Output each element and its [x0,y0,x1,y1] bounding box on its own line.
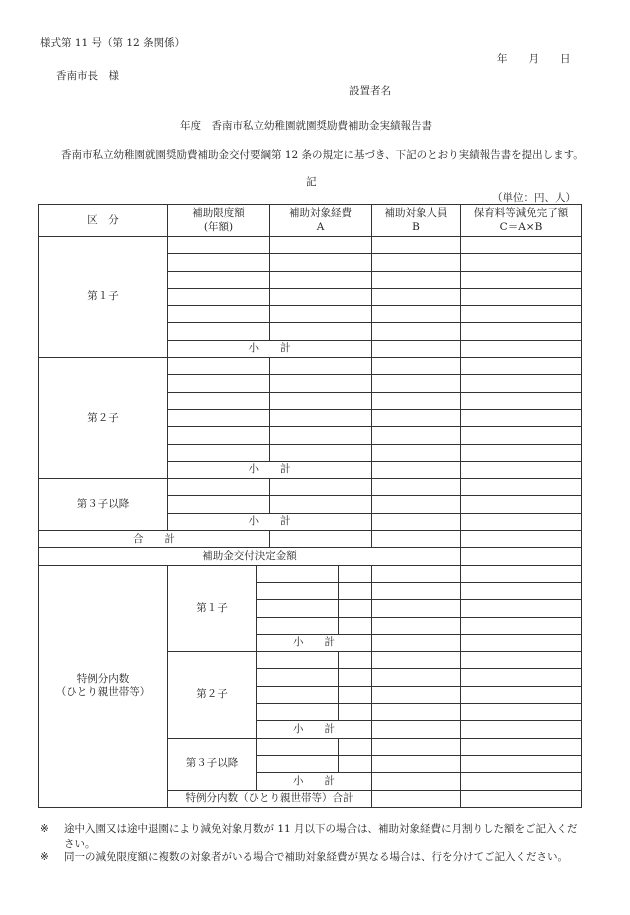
cell-reduction[interactable] [461,479,582,496]
ki-label: 記 [306,176,317,188]
cell-cost[interactable] [339,704,372,721]
addressee: 香南市長 様 [56,70,119,82]
note-text: 同一の減免限度額に複数の対象者がいる場合で補助対象経費が異なる場合は、行を分けてご記入ください。 [64,851,568,863]
table-row [39,479,582,496]
note-2 [40,850,588,865]
cell-limit[interactable] [168,392,270,409]
cell-people[interactable] [372,306,461,323]
cell-cost[interactable] [270,254,372,271]
cell-cost[interactable] [339,582,372,599]
cell-reduction[interactable] [461,323,582,340]
cell-people[interactable] [372,652,461,669]
total-label: 合 計 [39,531,270,548]
cell-limit[interactable] [257,738,339,755]
cell-reduction[interactable] [461,375,582,392]
cell-reduction[interactable] [461,600,582,617]
cell-cost[interactable] [270,306,372,323]
cell-people[interactable] [372,790,461,807]
header-reduction: 保育料等減免完了額 C＝A×B [461,205,582,237]
note-text: 途中入園又は途中退園により減免対象月数が 11 月以下の場合は、補助対象経費に月割りした額をご記入ください。 [64,823,578,850]
form-number: 様式第 11 号（第 12 条関係） [40,37,186,49]
cell-limit[interactable] [168,479,270,496]
cell-people[interactable] [372,738,461,755]
cell-people[interactable] [372,358,461,375]
cell-people[interactable] [372,340,461,357]
cell-cost[interactable] [270,392,372,409]
cell-reduction[interactable] [461,340,582,357]
cell-limit[interactable] [257,617,339,634]
cell-cost[interactable] [339,738,372,755]
cell-people[interactable] [372,271,461,288]
row-label-special: 特例分内数 （ひとり親世帯等） [39,565,168,807]
intro-paragraph: 香南市私立幼稚園就園奨励費補助金交付要綱第 12 条の規定に基づき、下記のとおり実績報告書を提出します。 [61,149,584,161]
header-cost: 補助対象経費 A [270,205,372,237]
cell-people[interactable] [372,392,461,409]
cell-people[interactable] [372,634,461,651]
cell-reduction[interactable] [461,444,582,461]
cell-limit[interactable] [257,669,339,686]
cell-people[interactable] [372,323,461,340]
decision-label: 補助金交付決定金額 [39,548,461,565]
cell-cost[interactable] [270,271,372,288]
cell-limit[interactable] [168,288,270,305]
cell-cost[interactable] [339,686,372,703]
cell-limit[interactable] [257,600,339,617]
cell-people[interactable] [372,409,461,426]
row-label-child2: 第２子 [39,358,168,479]
cell-people[interactable] [372,237,461,254]
total-row [39,531,582,548]
cell-people[interactable] [372,288,461,305]
cell-reduction[interactable] [461,790,582,807]
cell-limit[interactable] [257,652,339,669]
cell-reduction[interactable] [461,738,582,755]
cell-reduction[interactable] [461,254,582,271]
cell-limit[interactable] [257,686,339,703]
cell-cost[interactable] [270,427,372,444]
cell-reduction[interactable] [461,548,582,565]
header-limit: 補助限度額 (年額) [168,205,270,237]
cell-limit[interactable] [168,323,270,340]
header-kubun: 区 分 [39,205,168,237]
row-label-child3: 第３子以降 [39,479,168,531]
cell-cost[interactable] [270,531,372,548]
cell-cost[interactable] [339,617,372,634]
cell-reduction[interactable] [461,721,582,738]
cell-cost[interactable] [339,565,372,582]
cell-people[interactable] [372,254,461,271]
cell-reduction[interactable] [461,686,582,703]
cell-people[interactable] [372,513,461,530]
note-mark: ※ [40,851,49,863]
subtotal-label: 小 計 [257,634,372,651]
cell-people[interactable] [372,531,461,548]
cell-people[interactable] [372,375,461,392]
cell-people[interactable] [372,565,461,582]
cell-reduction[interactable] [461,392,582,409]
cell-cost[interactable] [270,375,372,392]
row-label-special-child3: 第３子以降 [168,738,257,790]
subtotal-label: 小 計 [168,461,372,478]
cell-limit[interactable] [168,271,270,288]
cell-cost[interactable] [339,652,372,669]
document-title: 年度 香南市私立幼稚園就園奨励費補助金実績報告書 [180,120,432,132]
date-line: 年 月 日 [497,53,571,65]
cell-reduction[interactable] [461,565,582,582]
cell-people[interactable] [372,669,461,686]
cell-people[interactable] [372,755,461,772]
cell-cost[interactable] [339,669,372,686]
special-total-label: 特例分内数（ひとり親世帯等）合計 [168,790,372,807]
cell-reduction[interactable] [461,237,582,254]
cell-limit[interactable] [168,358,270,375]
cell-reduction[interactable] [461,531,582,548]
cell-limit[interactable] [168,237,270,254]
cell-cost[interactable] [339,755,372,772]
cell-cost[interactable] [270,444,372,461]
cell-people[interactable] [372,600,461,617]
cell-people[interactable] [372,721,461,738]
decision-row [39,548,582,565]
row-label-special-child1: 第１子 [168,565,257,651]
cell-reduction[interactable] [461,755,582,772]
cell-cost[interactable] [270,496,372,513]
cell-cost[interactable] [270,358,372,375]
table-row [39,237,582,254]
cell-reduction[interactable] [461,496,582,513]
cell-reduction[interactable] [461,773,582,790]
cell-limit[interactable] [168,409,270,426]
cell-reduction[interactable] [461,271,582,288]
cell-people[interactable] [372,617,461,634]
cell-limit[interactable] [168,306,270,323]
cell-cost[interactable] [270,409,372,426]
cell-reduction[interactable] [461,513,582,530]
cell-people[interactable] [372,444,461,461]
subtotal-label: 小 計 [168,340,372,357]
cell-reduction[interactable] [461,461,582,478]
cell-cost[interactable] [270,479,372,496]
table-row [39,358,582,375]
cell-cost[interactable] [270,288,372,305]
cell-cost[interactable] [270,237,372,254]
report-table [38,204,582,808]
cell-people[interactable] [372,427,461,444]
cell-limit[interactable] [257,704,339,721]
subtotal-label: 小 計 [168,513,372,530]
cell-reduction[interactable] [461,288,582,305]
note-1 [40,822,588,851]
cell-reduction[interactable] [461,427,582,444]
cell-limit[interactable] [168,254,270,271]
row-label-child1: 第１子 [39,237,168,358]
cell-reduction[interactable] [461,582,582,599]
cell-limit[interactable] [168,427,270,444]
note-mark: ※ [40,823,49,835]
cell-reduction[interactable] [461,652,582,669]
row-label-special-child2: 第２子 [168,652,257,738]
cell-limit[interactable] [257,582,339,599]
header-people: 補助対象人員 B [372,205,461,237]
unit-label: （単位：円、人） [492,192,576,204]
subtotal-label: 小 計 [257,721,372,738]
applicant-label: 設置者名 [349,85,391,97]
cell-people[interactable] [372,704,461,721]
cell-reduction[interactable] [461,306,582,323]
cell-limit[interactable] [257,565,339,582]
cell-people[interactable] [372,686,461,703]
subtotal-label: 小 計 [257,773,372,790]
cell-people[interactable] [372,461,461,478]
cell-reduction[interactable] [461,409,582,426]
cell-people[interactable] [372,773,461,790]
cell-limit[interactable] [168,444,270,461]
cell-reduction[interactable] [461,634,582,651]
header-row [39,205,582,237]
cell-limit[interactable] [168,496,270,513]
cell-reduction[interactable] [461,704,582,721]
cell-people[interactable] [372,479,461,496]
cell-limit[interactable] [168,375,270,392]
cell-limit[interactable] [257,755,339,772]
cell-cost[interactable] [270,323,372,340]
cell-people[interactable] [372,582,461,599]
cell-reduction[interactable] [461,617,582,634]
cell-people[interactable] [372,496,461,513]
cell-reduction[interactable] [461,669,582,686]
cell-reduction[interactable] [461,358,582,375]
cell-cost[interactable] [339,600,372,617]
table-row [39,565,582,582]
